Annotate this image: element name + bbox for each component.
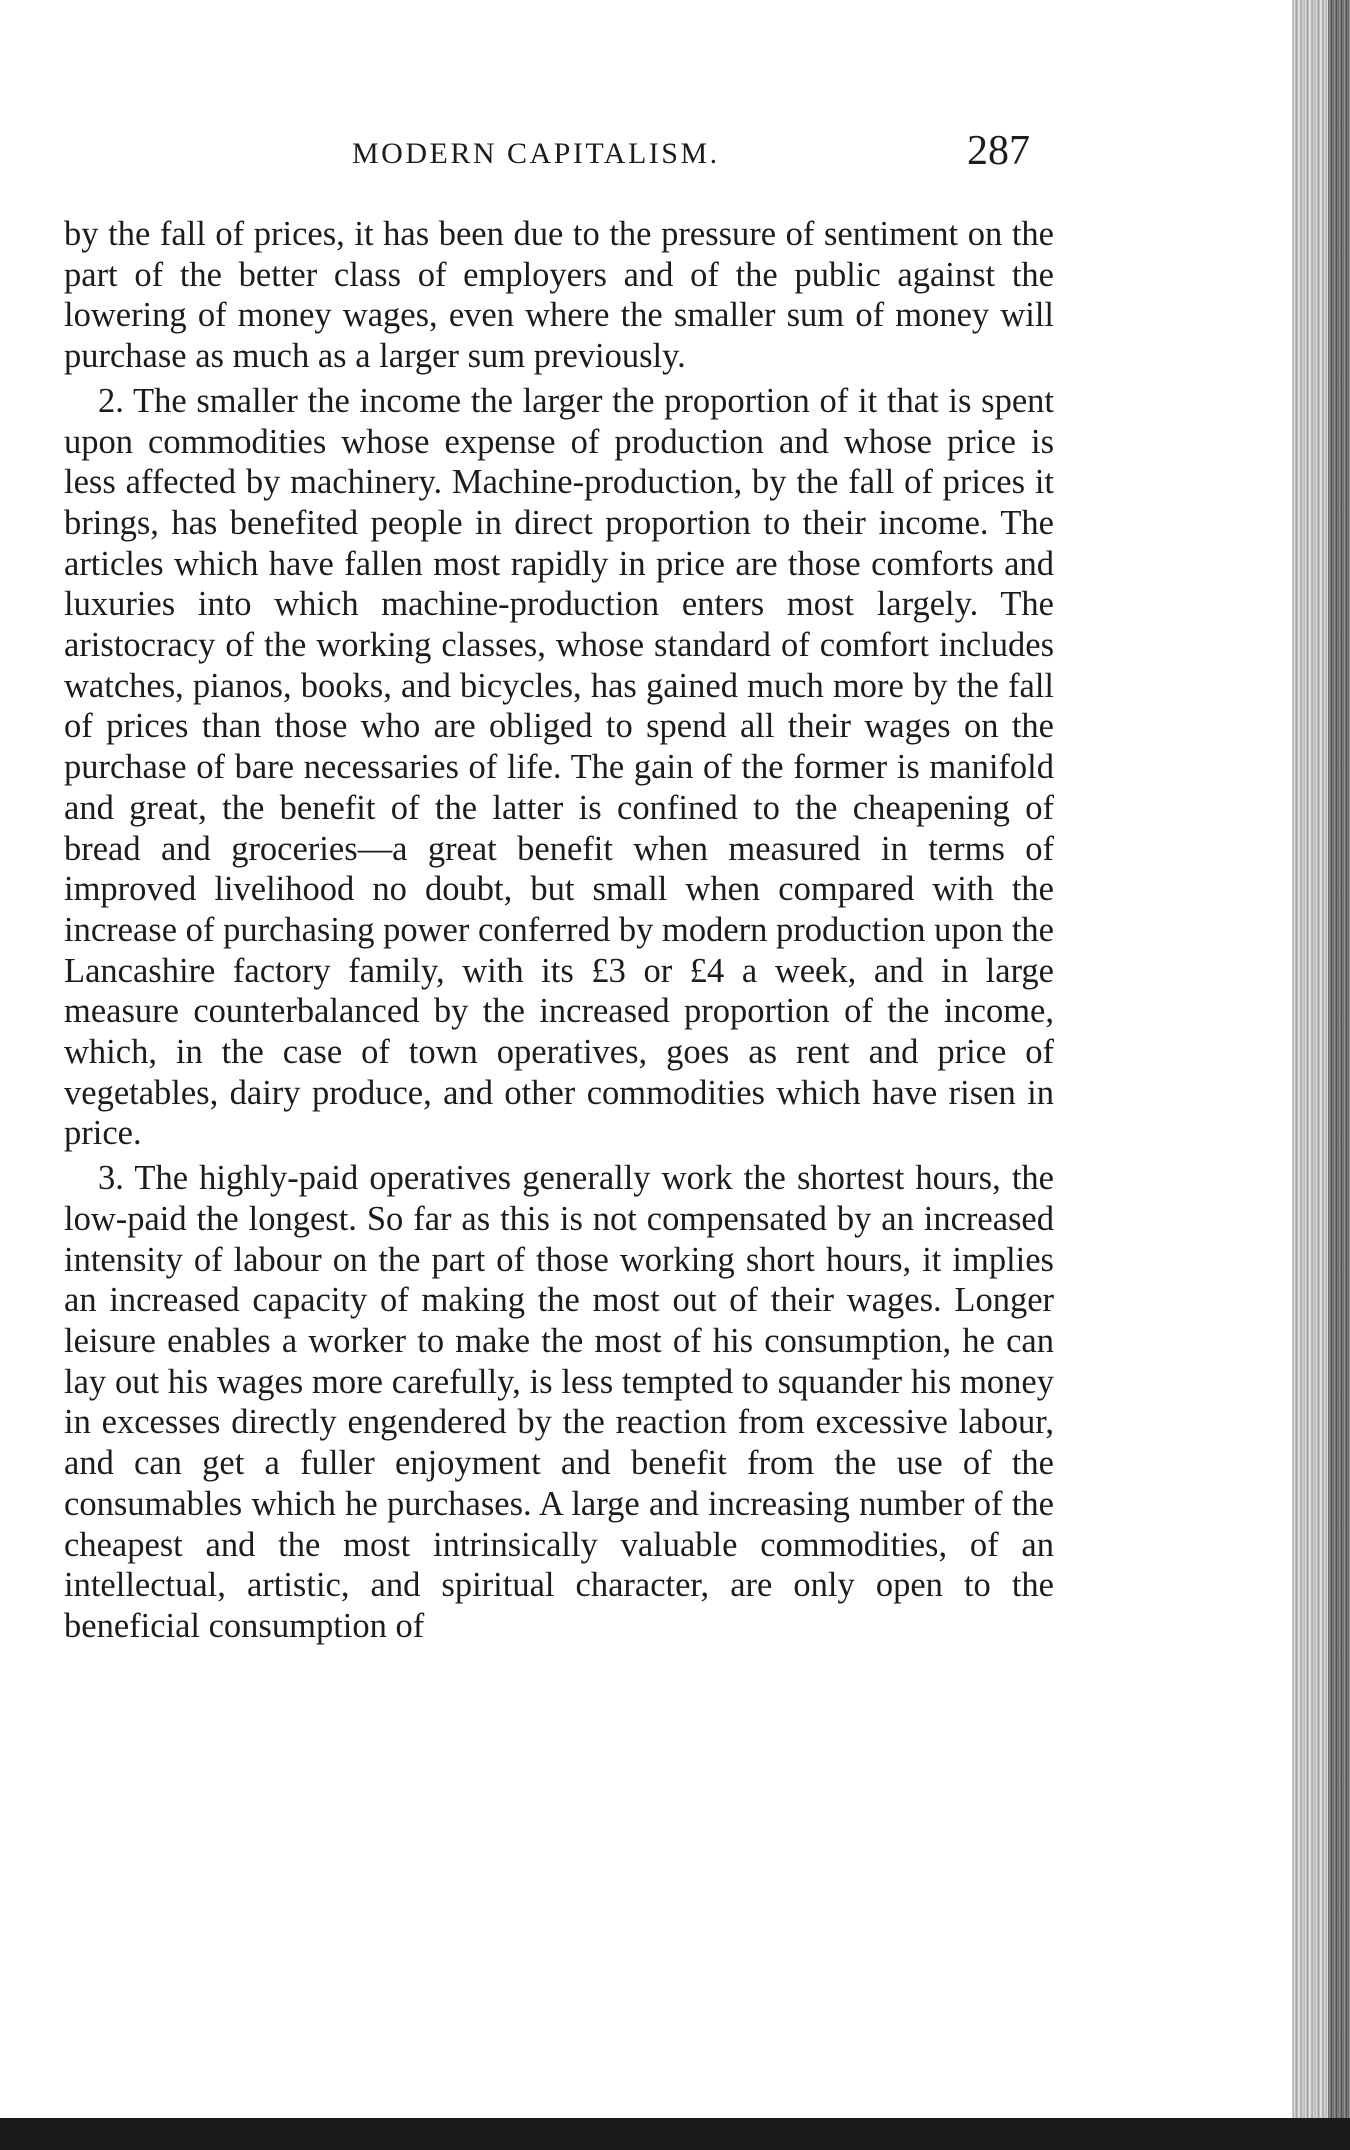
page-number: 287 [967,128,1030,174]
paragraph-point-3: 3. The highly-paid operatives generally work the shortest hours, the low-paid the longest. So far as this is not compensated by an increased intensity of labour on the part of those working short hours, it implies an increased capacity of making the most out of their wages. Longer leisure enables a worker to make the most of his consumption, he can lay out his wages more carefully, is less tempted to squander his money in excesses directly engendered by the reaction from excessive labour, and can get a fuller enjoyment and benefit from the use of the consumables which he purchases. A large and increasing number of the cheapest and the most intrinsically valuable commodities, of an intellectual, artistic, and spiritual character, are only open to the beneficial consumption of [64,1159,1054,1645]
body-text [64,214,1054,1647]
paragraph-continuation: by the fall of prices, it has been due to the pressure of sentiment on the part of the better class of employers and of the public against the lowering of money wages, even where the smaller sum of money will purchase as much as a larger sum previously. [64,215,1054,376]
scan-binding-shadow [1328,0,1350,2150]
paragraph-point-2: 2. The smaller the income the larger the proportion of it that is spent upon commodities whose expense of production and whose price is less affected by machinery. Machine-production, by the fall of prices it brings, has benefited people in direct proportion to their income. The articles which have fallen most rapidly in price are those comforts and luxuries into which machine-production enters most largely. The aristocracy of the working classes, whose standard of comfort includes watches, pianos, books, and bicycles, has gained much more by the fall of prices than those who are obliged to spend all their wages on the purchase of bare necessaries of life. The gain of the former is manifold and great, the benefit of the latter is confined to the cheapening of bread and groceries—a great benefit when measured in terms of improved livelihood no doubt, but small when compared with the increase of purchasing power conferred by modern production upon the Lancashire factory family, with its £3 or £4 a week, and in large measure counterbalanced by the increased proportion of the income, which, in the case of town operatives, goes as rent and price of vegetables, dairy produce, and other commodities which have risen in price. [64,381,1054,1153]
running-head-title: MODERN CAPITALISM. [352,137,720,170]
scan-bottom-border [0,2118,1350,2150]
